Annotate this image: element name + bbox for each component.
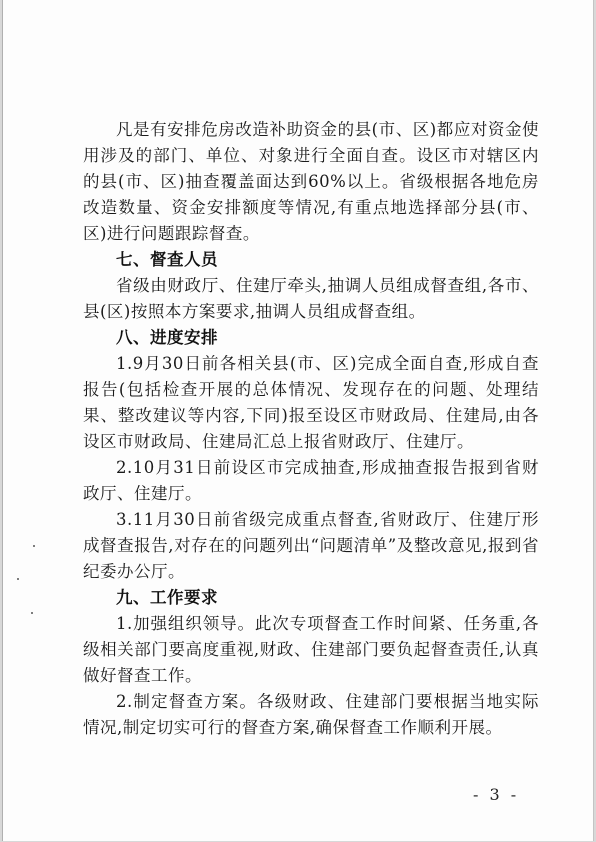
paragraph-schedule-item-1: 1.9月30日前各相关县(市、区)完成全面自查,形成自查报告(包括检查开展的总体情况、发现存在的问题、处理结果、整改建议等内容,下同)报至设区市财政局、住建局,由各设区市财政局、住建局汇总上报省财政厅、住建厅。 (83, 354, 539, 451)
document-page (2, 0, 594, 841)
scan-speck (33, 545, 35, 547)
paragraph-requirement-1: 1.加强组织领导。此次专项督查工作时间紧、任务重,各级相关部门要高度重视,财政、住建部门要负起督查责任,认真做好督查工作。 (83, 614, 539, 685)
scan-speck (31, 612, 33, 614)
paragraph-inspection-scope: 凡是有安排危房改造补助资金的县(市、区)都应对资金使用涉及的部门、单位、对象进行全面自查。设区市对辖区内的县(市、区)抽查覆盖面达到60%以上。省级根据各地危房改造数量、资金安排额度等情况,有重点地选择部分县(市、区)进行问题跟踪督查。 (83, 120, 539, 243)
paragraph-schedule-item-2: 2.10月31日前设区市完成抽查,形成抽查报告报到省财政厅、住建厅。 (83, 458, 539, 503)
paragraph-inspection-personnel: 省级由财政厅、住建厅牵头,抽调人员组成督查组,各市、县(区)按照本方案要求,抽调人员组成督查组。 (83, 276, 539, 321)
heading-work-requirements: 九、工作要求 (116, 588, 218, 607)
heading-schedule: 八、进度安排 (116, 328, 218, 347)
scan-speck (17, 578, 19, 580)
paragraph-requirement-2: 2.制定督查方案。各级财政、住建部门要根据当地实际情况,制定切实可行的督查方案,确保督查工作顺利开展。 (83, 692, 539, 737)
paragraph-schedule-item-3: 3.11月30日前省级完成重点督查,省财政厅、住建厅形成督查报告,对存在的问题列出“问题清单”及整改意见,报到省纪委办公厅。 (83, 510, 539, 581)
page-number: - 3 - (473, 785, 520, 804)
heading-inspection-personnel: 七、督查人员 (116, 250, 218, 269)
